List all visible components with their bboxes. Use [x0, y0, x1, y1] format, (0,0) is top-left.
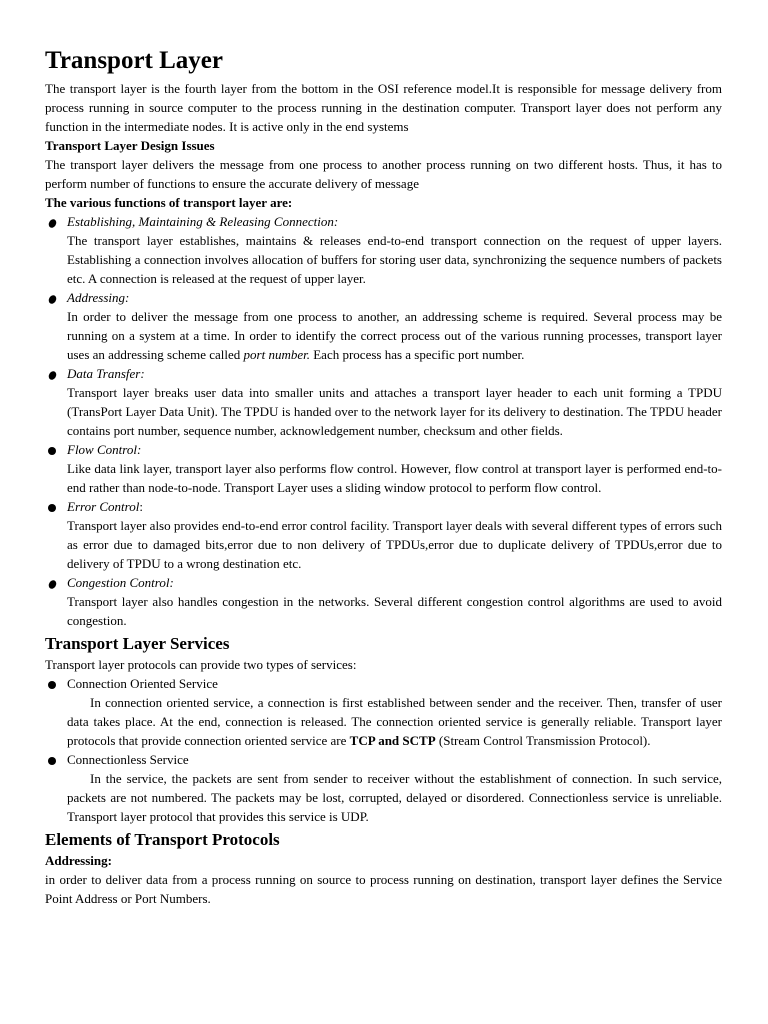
bullet-icon: [46, 573, 58, 592]
intro-paragraph: The transport layer is the fourth layer from the bottom in the OSI reference model.It is responsible for message delivery from process running in source computer to the process running in the destination computer. Transport layer does not perform any function in the intermediate nodes. It is active only in the end systems: [45, 81, 722, 134]
function-text: Transport layer also handles congestion in the networks. Several different congestion control algorithms are used to avoid congestion.: [67, 594, 722, 628]
bullet-icon: [46, 364, 58, 383]
list-item: [45, 288, 722, 364]
function-text: Like data link layer, transport layer also performs flow control. However, flow control at transport layer is performed end-to-end rather than node-to-node. Transport Layer uses a sliding window protocol to perform flow control.: [67, 461, 722, 495]
list-item: [45, 212, 722, 288]
addressing-paragraph: in order to deliver data from a process running on source to process running on destination, transport layer defines the Service Point Address or Port Numbers.: [45, 872, 722, 906]
service-title: Connection Oriented Service: [67, 676, 218, 691]
elements-heading: Elements of Transport Protocols: [45, 830, 280, 849]
bullet-icon: [46, 750, 58, 769]
tcp-sctp-term: TCP and SCTP: [349, 733, 436, 748]
list-item: [45, 497, 722, 573]
service-title: Connectionless Service: [67, 752, 189, 767]
list-item: [45, 750, 722, 826]
list-item: [45, 674, 722, 750]
services-heading: Transport Layer Services: [45, 634, 230, 653]
port-number-term: port number.: [243, 347, 310, 362]
function-title: Error Control:: [67, 499, 143, 514]
function-title: Addressing:: [67, 290, 130, 305]
bullet-icon: [46, 497, 58, 516]
list-item: [45, 573, 722, 630]
design-issues-paragraph: The transport layer delivers the message from one process to another process running on two different hosts. Thus, it has to perform number of functions to ensure the accurate delivery of message: [45, 157, 722, 191]
function-text: Transport layer also provides end-to-end error control facility. Transport layer deals with several different types of errors such as error due to damaged bits,error due to non delivery of TPDUs,error due to duplicate delivery of TPDUs,error due to delivery of TPDU to a wrong destination etc.: [67, 518, 722, 571]
design-issues-heading: Transport Layer Design Issues: [45, 138, 215, 153]
list-item: [45, 440, 722, 497]
functions-heading: The various functions of transport layer are:: [45, 195, 293, 210]
bullet-icon: [46, 674, 58, 693]
service-text: In the service, the packets are sent from sender to receiver without the establishment of connection. In such service, packets are not numbered. The packets may be lost, corrupted, delayed or disordered. Connectionless service is unreliable. Transport layer protocol that provides this service is UDP.: [67, 771, 722, 824]
function-title: Data Transfer:: [67, 366, 145, 381]
services-intro: Transport layer protocols can provide two types of services:: [45, 657, 357, 672]
addressing-heading: Addressing:: [45, 853, 112, 868]
functions-list: [45, 212, 722, 630]
function-title: Flow Control:: [67, 442, 142, 457]
function-text: In order to deliver the message from one process to another, an addressing scheme is required. Several process may be running on a system at a time. In order to identify the correct process out of the various running processes, transport layer uses an addressing scheme called port number. Each process has a specific port number.: [67, 309, 722, 362]
bullet-icon: [46, 212, 58, 231]
bullet-icon: [46, 288, 58, 307]
function-text: Transport layer breaks user data into smaller units and attaches a transport layer header to each unit forming a TPDU (TransPort Layer Data Unit). The TPDU is handed over to the network layer for its delivery to destination. The TPDU header contains port number, sequence number, acknowledgement number, checksum and other fields.: [67, 385, 722, 438]
function-title: Congestion Control:: [67, 575, 174, 590]
page-title: Transport Layer: [45, 47, 223, 74]
function-title: Establishing, Maintaining & Releasing Connection:: [67, 214, 339, 229]
function-text: The transport layer establishes, maintains & releases end-to-end transport connection on the request of upper layers. Establishing a connection involves allocation of buffers for storing user data, synchronizing the sequence numbers of packets etc. A connection is released at the request of upper layer.: [67, 233, 722, 286]
list-item: [45, 364, 722, 440]
bullet-icon: [46, 440, 58, 459]
services-list: [45, 674, 722, 826]
service-text: In connection oriented service, a connection is first established between sender and the receiver. Then, transfer of user data takes place. At the end, connection is released. The connection oriented service is generally reliable. Transport layer protocols that provide connection oriented service are TCP and SCTP (Stream Control Transmission Protocol).: [67, 695, 722, 748]
